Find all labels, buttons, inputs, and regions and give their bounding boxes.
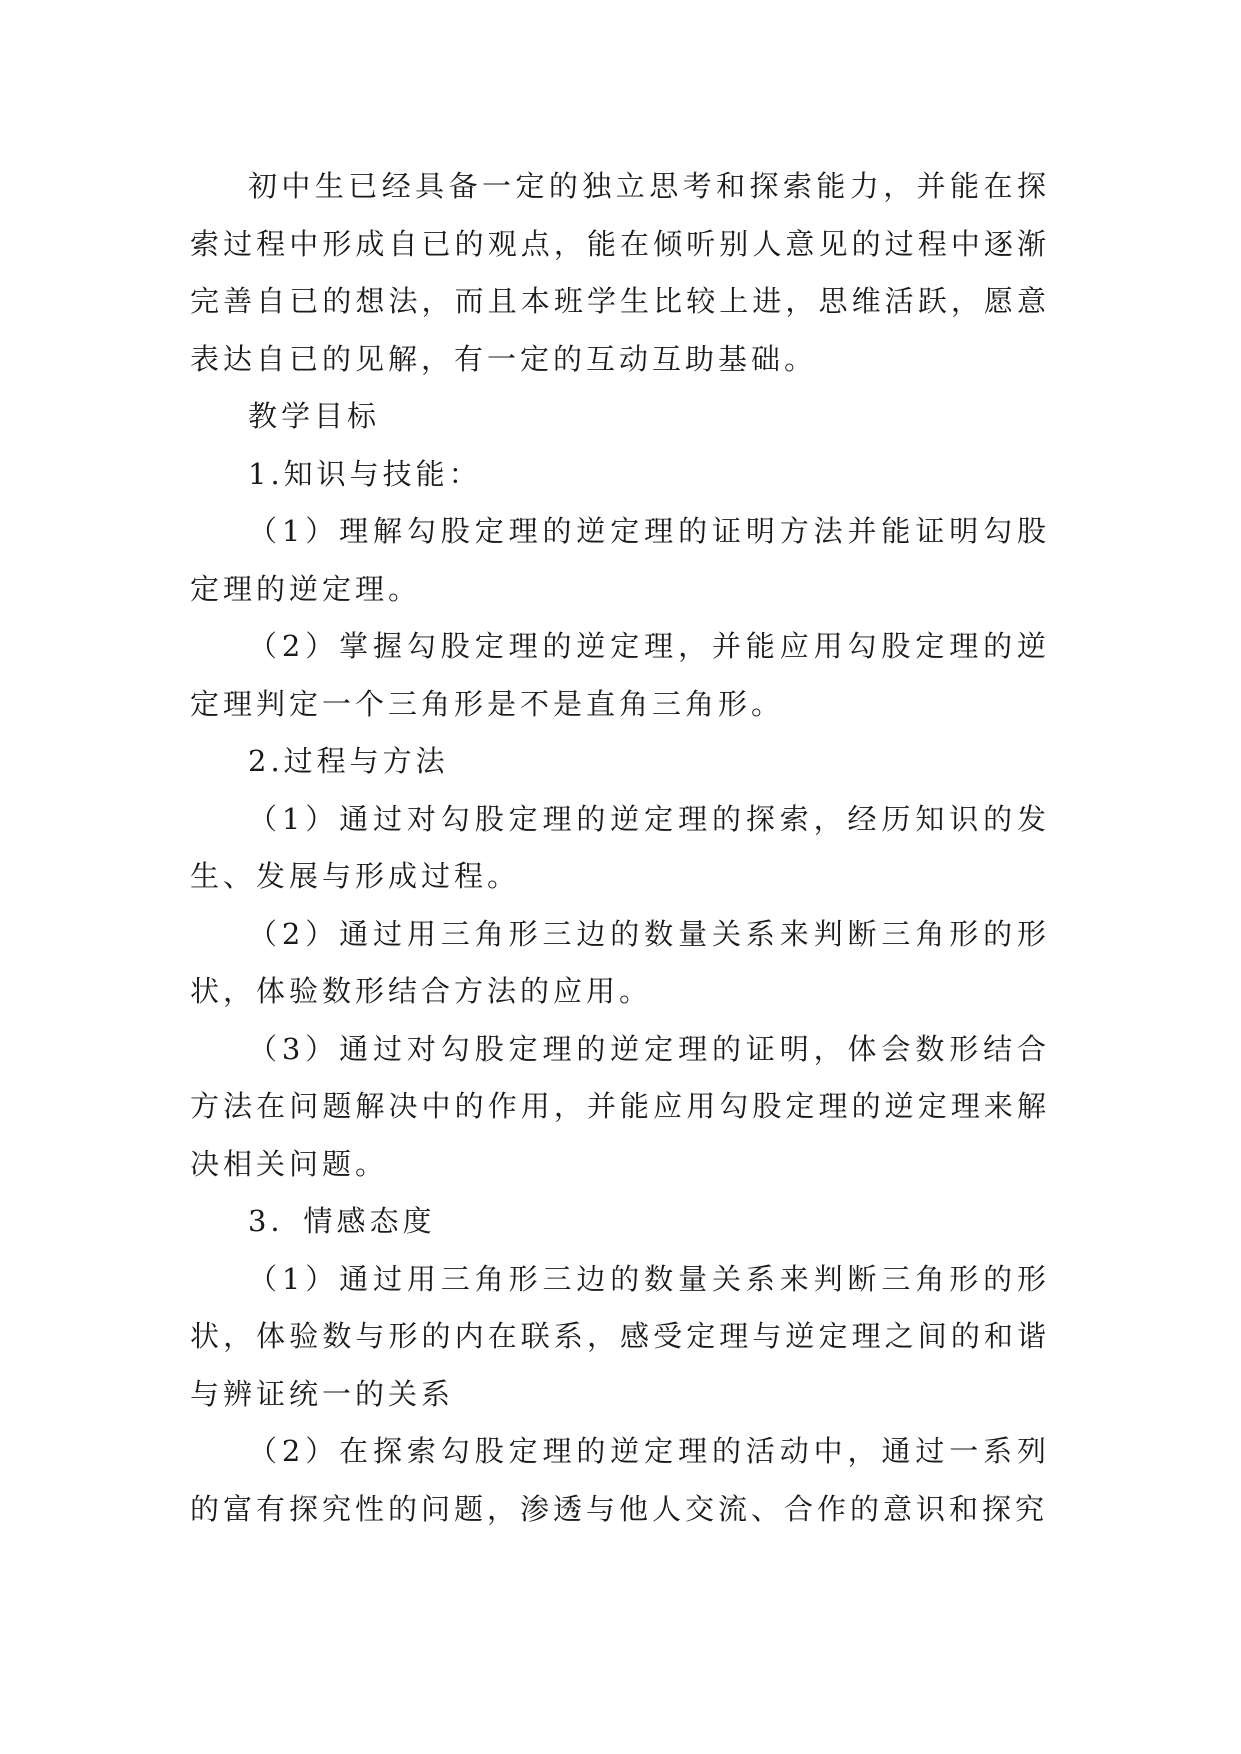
paragraph-knowledge-item-1: （1）理解勾股定理的逆定理的证明方法并能证明勾股定理的逆定理。 [190, 514, 1050, 606]
document-page [190, 158, 1050, 1538]
paragraph-process-item-1: （1）通过对勾股定理的逆定理的探索，经历知识的发生、发展与形成过程。 [190, 801, 1050, 893]
paragraph-process-item-2: （2）通过用三角形三边的数量关系来判断三角形的形状，体验数形结合方法的应用。 [190, 916, 1050, 1008]
paragraph-emotion-item-2: （2）在探索勾股定理的逆定理的活动中，通过一系列的富有探究性的问题，渗透与他人交流、合作的意识和探究 [190, 1434, 1050, 1526]
paragraph-student-analysis: 初中生已经具备一定的独立思考和探索能力，并能在探索过程中形成自已的观点，能在倾听别人意见的过程中逐渐完善自已的想法，而且本班学生比较上进，思维活跃，愿意表达自已的见解，有一定的互动互助基础。 [190, 169, 1050, 376]
heading-knowledge-skills: 1.知识与技能： [248, 456, 482, 491]
paragraph-process-item-3: （3）通过对勾股定理的逆定理的证明，体会数形结合方法在问题解决中的作用，并能应用勾股定理的逆定理来解决相关问题。 [190, 1031, 1050, 1181]
heading-teaching-objectives: 教学目标 [248, 399, 381, 433]
paragraph-emotion-item-1: （1）通过用三角形三边的数量关系来判断三角形的形状，体验数与形的内在联系，感受定理与逆定理之间的和谐与辨证统一的关系 [190, 1261, 1050, 1411]
heading-process-methods: 2.过程与方法 [248, 744, 449, 778]
paragraph-knowledge-item-2: （2）掌握勾股定理的逆定理，并能应用勾股定理的逆定理判定一个三角形是不是直角三角形。 [190, 629, 1050, 721]
heading-emotion-attitude: 3．情感态度 [248, 1204, 436, 1238]
